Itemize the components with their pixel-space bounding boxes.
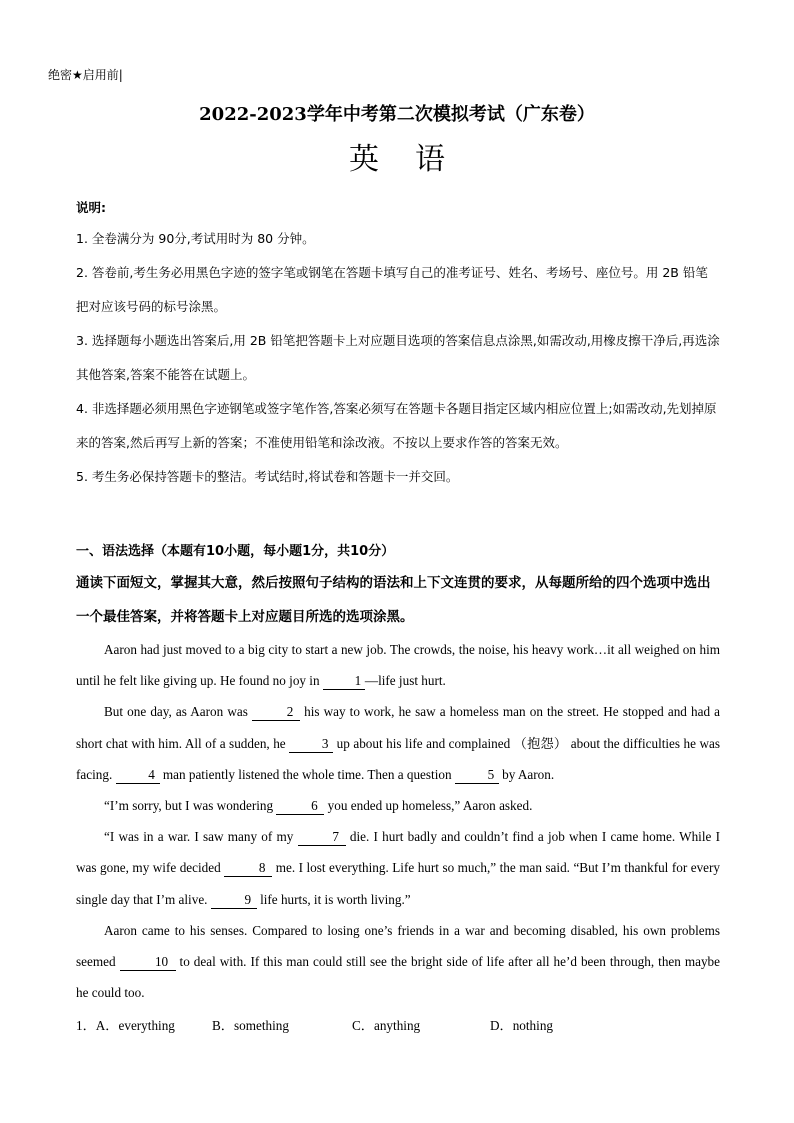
passage-paragraph: Aaron came to his senses. Compared to losing one’s friends in a war and becoming disabled, his own problems seemed 10 to deal with. If this man could still see the bright side of life after all he’d been through, then maybe he could too. xyxy=(76,922,721,1001)
passage-paragraph: “I was in a war. I saw many of my 7 die. I hurt badly and couldn’t find a job when I came home. While I was gone, my wife decided 8 me. I lost everything. Life hurt so much,” the man said. “But I’m thankful for every single day that I’m alive. 9 life hurts, it is worth living.” xyxy=(76,829,720,907)
confidential-mark: 绝密★启用前| xyxy=(48,68,123,82)
option-b[interactable]: B．something xyxy=(212,1018,289,1033)
note-item: 1. 全卷满分为 90分,考试用时为 80 分钟。 xyxy=(76,231,315,246)
blank-8: 8 xyxy=(224,860,272,877)
blank-3: 3 xyxy=(289,736,333,753)
blank-10: 10 xyxy=(120,954,176,971)
note-item: 5. 考生务必保持答题卡的整洁。考试结时,将试卷和答题卡一并交回。 xyxy=(76,469,459,484)
blank-7: 7 xyxy=(298,829,346,846)
passage-paragraph: Aaron had just moved to a big city to start a new job. The crowds, the noise, his heavy work…it all weighed on him until he felt like giving up. He found no joy in 1 —life just hurt. xyxy=(76,642,720,689)
blank-9: 9 xyxy=(211,892,257,909)
option-c[interactable]: C．anything xyxy=(352,1018,421,1033)
section-instructions: 通读下面短文，掌握其大意，然后按照句子结构的语法和上下文连贯的要求，从每题所给的四个选项中选出一个最佳答案，并将答题卡上对应题目所选的选项涂黑。 xyxy=(76,575,711,625)
exam-title: 2022-2023学年中考第二次模拟考试（广东卷） xyxy=(199,104,595,125)
note-item: 2. 答卷前,考生务必用黑色字迹的签字笔或钢笔在答题卡填写自己的准考证号、姓名、考场号、座位号。用 2B 铅笔把对应该号码的标号涂黑。 xyxy=(76,265,708,314)
passage-paragraph: But one day, as Aaron was 2 his way to work, he saw a homeless man on the street. He stopped and had a short chat with him. All of a sudden, he 3 up about his life and complained （抱怨） about the difficulties he was facing. 4 man patiently listened the whole time. Then a question 5 by Aaron. xyxy=(76,704,721,782)
note-item: 3. 选择题每小题选出答案后,用 2B 铅笔把答题卡上对应题目选项的答案信息点涂黑,如需改动,用橡皮擦干净后,再选涂其他答案,答案不能答在试题上。 xyxy=(76,333,720,382)
note-item: 4. 非选择题必须用黑色字迹钢笔或签字笔作答,答案必须写在答题卡各题目指定区域内相应位置上;如需改动,先划掉原来的答案,然后再写上新的答案；不准使用铅笔和涂改液。不按以上要求作答的答案无效。 xyxy=(76,401,717,450)
blank-1: 1 xyxy=(323,673,365,690)
section-heading: 一、语法选择（本题有10小题，每小题1分，共10分） xyxy=(76,544,395,559)
option-d[interactable]: D．nothing xyxy=(490,1018,554,1033)
notes-heading: 说明: xyxy=(76,200,106,215)
blank-5: 5 xyxy=(455,767,499,784)
passage-paragraph: “I’m sorry, but I was wondering 6 you ended up homeless,” Aaron asked. xyxy=(104,798,533,814)
option-a[interactable]: 1．A．everything xyxy=(76,1018,175,1033)
reading-passage xyxy=(76,634,720,1008)
blank-2: 2 xyxy=(252,704,300,721)
blank-6: 6 xyxy=(276,798,324,815)
notes-list xyxy=(76,222,720,494)
blank-4: 4 xyxy=(116,767,160,784)
subject-title: 英语 xyxy=(349,142,481,177)
